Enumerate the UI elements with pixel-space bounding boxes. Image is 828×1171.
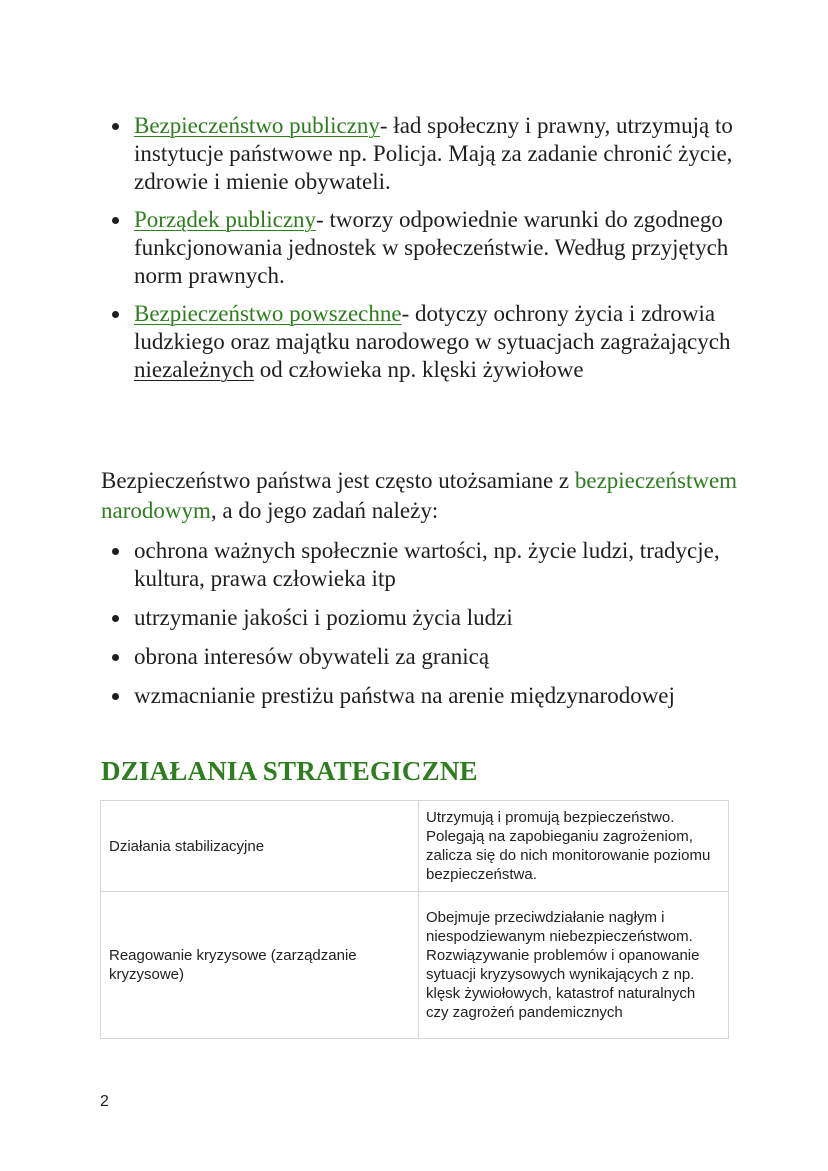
list-item <box>103 112 743 196</box>
list-item <box>103 682 743 710</box>
list-item <box>103 206 743 290</box>
bullet-icon <box>112 654 119 661</box>
page-number: 2 <box>100 1093 109 1110</box>
list-item <box>103 300 743 384</box>
intro-text: , a do jego zadań należy: <box>210 498 439 523</box>
section-heading: DZIAŁANIA STRATEGICZNE <box>101 756 478 786</box>
table-cell-label: Działania stabilizacyjne <box>101 801 419 892</box>
definitions-list <box>103 112 743 394</box>
table-row <box>101 801 729 892</box>
bullet-icon <box>112 311 119 318</box>
task-text: utrzymanie jakości i poziomu życia ludzi <box>134 605 513 630</box>
bullet-icon <box>112 123 119 130</box>
term-general-security: Bezpieczeństwo powszechne <box>134 301 402 326</box>
table-cell-description: Utrzymują i promują bezpieczeństwo. Polegają na zapobieganiu zagrożeniom, zalicza się do nich monitorowanie poziomu bezpieczeństwa. <box>419 801 729 892</box>
table-row <box>101 892 729 1039</box>
strategic-actions-table <box>100 800 729 1039</box>
table-cell-description: Obejmuje przeciwdziałanie nagłym i niespodziewanym niebezpieczeństwom. Rozwiązywanie problemów i opanowanie sytuacji kryzysowych wynikających z np. klęsk żywiołowych, katastrof naturalnych czy zagrożeń pandemicznych <box>419 892 729 1039</box>
term-public-security: Bezpieczeństwo publiczny <box>134 113 380 138</box>
bullet-icon <box>112 615 119 622</box>
intro-paragraph <box>101 466 741 526</box>
intro-text: Bezpieczeństwo państwa jest często utożsamiane z <box>101 468 575 493</box>
definition-text: - ład społeczny i prawny, utrzymują to instytucje państwowe np. Policja. Mają za zadanie chronić życie, zdrowie i mienie obywateli. <box>134 113 733 194</box>
tasks-list <box>103 537 743 721</box>
task-text: obrona interesów obywateli za granicą <box>134 644 490 669</box>
definition-text: od człowieka np. klęski żywiołowe <box>254 357 584 382</box>
national-security-term: bezpieczeństwem narodowym <box>101 468 738 523</box>
definition-text: - dotyczy ochrony życia i zdrowia ludzkiego oraz majątku narodowego w sytuacjach zagrażających <box>134 301 731 354</box>
bullet-icon <box>112 548 119 555</box>
list-item <box>103 604 743 632</box>
task-text: wzmacnianie prestiżu państwa na arenie międzynarodowej <box>134 683 675 708</box>
list-item <box>103 537 743 593</box>
bullet-icon <box>112 693 119 700</box>
definition-text: - tworzy odpowiednie warunki do zgodnego funkcjonowania jednostek w społeczeństwie. Według przyjętych norm prawnych. <box>134 207 729 288</box>
list-item <box>103 643 743 671</box>
underlined-word: niezależnych <box>134 357 255 382</box>
term-public-order: Porządek publiczny <box>134 207 317 232</box>
task-text: ochrona ważnych społecznie wartości, np. życie ludzi, tradycje, kultura, prawa człowieka itp <box>134 538 720 591</box>
table-cell-label: Reagowanie kryzysowe (zarządzanie kryzysowe) <box>101 892 419 1039</box>
bullet-icon <box>112 217 119 224</box>
